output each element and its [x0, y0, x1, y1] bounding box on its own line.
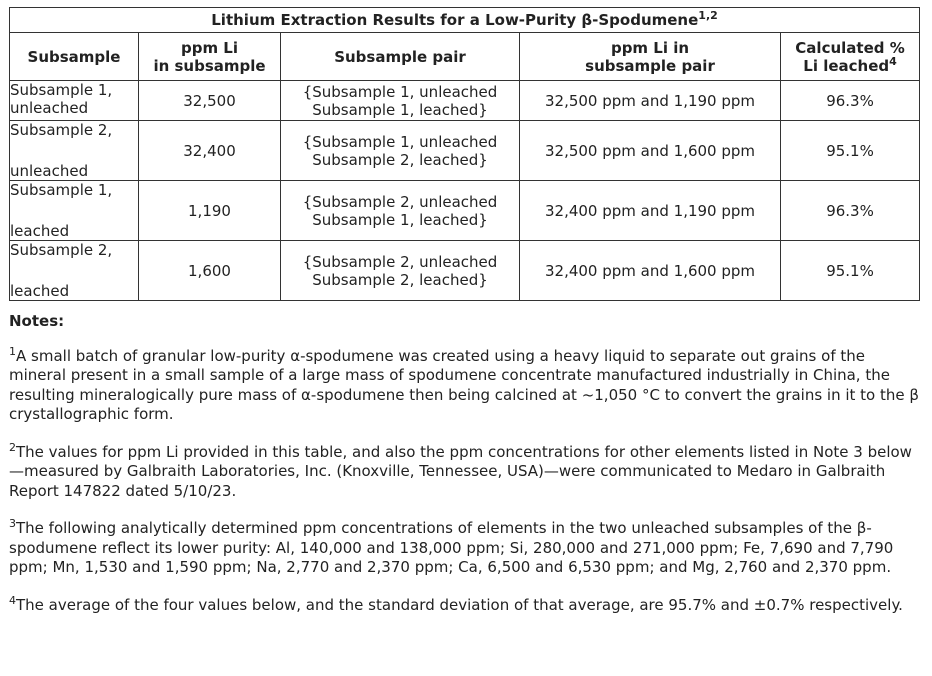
header-subsample: Subsample: [10, 33, 139, 81]
pair-cell: {Subsample 1, unleached Subsample 2, leached}: [281, 121, 520, 181]
note-1: $^1$A small batch of granular low-purity α-spodumene was created using a heavy liquid to separate out grains of the mineral present in a small sample of a large mass of spodumene concentrate manufactured industrially in China, the resulting mineralogically pure mass of α-spodumene then being calcined at ~1,050 °C to convert the grains in it to the β crystallographic form.: [9, 344, 919, 423]
ppm-cell: 32,500: [139, 81, 281, 121]
results-table: [9, 7, 920, 301]
header-pair-ppm: ppm Li in subsample pair: [520, 33, 781, 81]
header-calc-leached: Calculated % Li leached$^4$: [781, 33, 920, 81]
percent-cell: 95.1%: [781, 121, 920, 181]
subsample-cell: Subsample 1, unleached: [10, 81, 139, 121]
pair-ppm-cell: 32,500 ppm and 1,190 ppm: [520, 81, 781, 121]
subsample-cell: Subsample 1, leached: [10, 181, 139, 241]
table-row: [10, 181, 920, 241]
table-row: [10, 81, 920, 121]
subsample-cell: Subsample 2, leached: [10, 241, 139, 301]
title-footnote-marks: 1,2: [698, 9, 718, 22]
pair-cell: {Subsample 2, unleached Subsample 1, leached}: [281, 181, 520, 241]
pair-ppm-cell: 32,500 ppm and 1,600 ppm: [520, 121, 781, 181]
percent-cell: 95.1%: [781, 241, 920, 301]
percent-cell: 96.3%: [781, 181, 920, 241]
document: [9, 7, 919, 633]
ppm-cell: 32,400: [139, 121, 281, 181]
pair-cell: {Subsample 2, unleached Subsample 2, leached}: [281, 241, 520, 301]
table-title: Lithium Extraction Results for a Low-Purity β-Spodumene$^{1,2}$: [10, 8, 920, 33]
ppm-cell: 1,600: [139, 241, 281, 301]
percent-cell: 96.3%: [781, 81, 920, 121]
note-2: $^2$The values for ppm Li provided in this table, and also the ppm concentrations for other elements listed in Note 3 below—measured by Galbraith Laboratories, Inc. (Knoxville, Tennessee, USA)—were communicated to Medaro in Galbraith Report 147822 dated 5/10/23.: [9, 440, 912, 500]
header-ppm-li: ppm Li in subsample: [139, 33, 281, 81]
table-row: [10, 121, 920, 181]
note-4: $^4$The average of the four values below, and the standard deviation of that average, are 95.7% and ±0.7% respectively.: [9, 593, 903, 614]
table-title-row: [10, 8, 920, 33]
pair-cell: {Subsample 1, unleached Subsample 1, leached}: [281, 81, 520, 121]
pair-ppm-cell: 32,400 ppm and 1,190 ppm: [520, 181, 781, 241]
pair-ppm-cell: 32,400 ppm and 1,600 ppm: [520, 241, 781, 301]
header-row: [10, 33, 920, 81]
ppm-cell: 1,190: [139, 181, 281, 241]
notes-section: [9, 312, 919, 615]
subsample-cell: Subsample 2, unleached: [10, 121, 139, 181]
note-3: $^3$The following analytically determined ppm concentrations of elements in the two unleached subsamples of the β-spodumene reflect its lower purity: Al, 140,000 and 138,000 ppm; Si, 280,000 and 271,000 ppm; Fe, 7,690 and 7,790 ppm; Mn, 1,530 and 1,590 ppm; Na, 2,770 and 2,370 ppm; Ca, 6,500 and 6,530 ppm; and Mg, 2,760 and 2,370 ppm.: [9, 517, 894, 576]
header-subsample-pair: Subsample pair: [281, 33, 520, 81]
table-row: [10, 241, 920, 301]
notes-heading: Notes:: [9, 312, 65, 330]
